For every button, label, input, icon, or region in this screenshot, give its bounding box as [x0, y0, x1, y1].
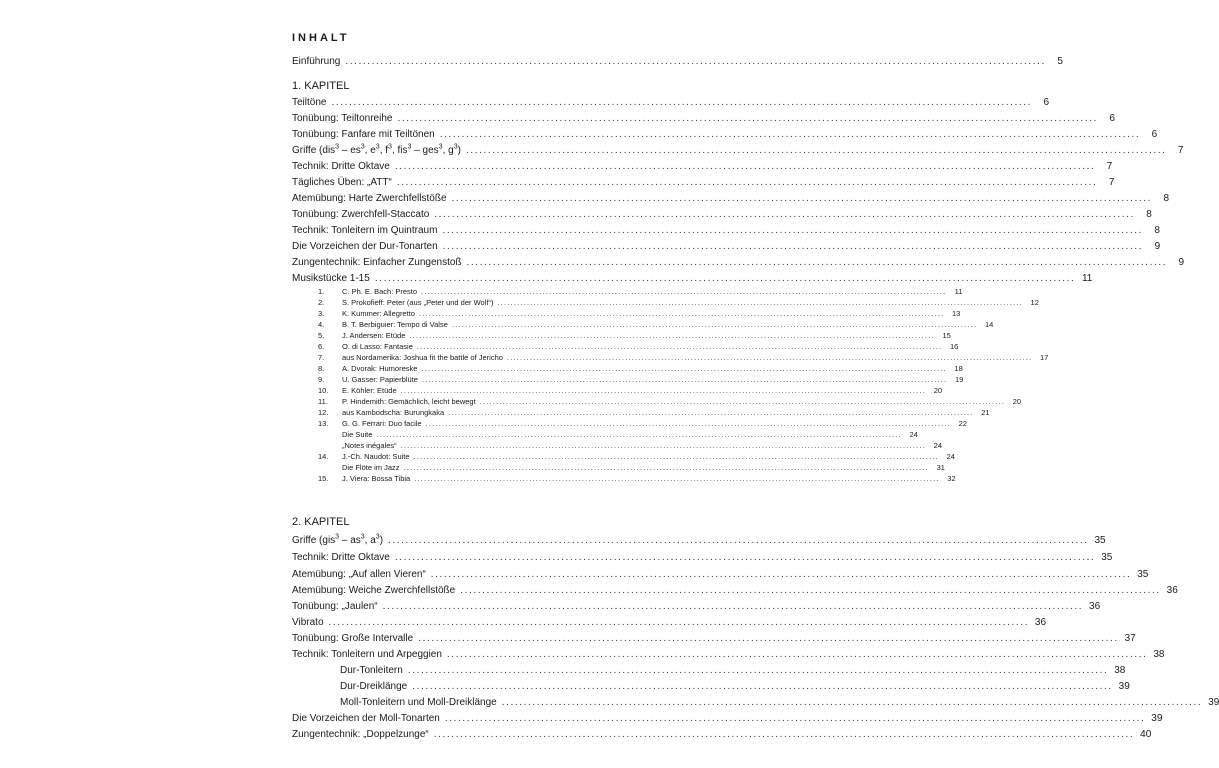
leader-dots: ................................................................................................................................................................	[421, 375, 948, 384]
leader-dots: ................................................................................................................................................................	[388, 535, 1089, 546]
piece-label: A. Dvorak: Humoreske	[342, 364, 418, 373]
toc-entry-griffe	[292, 533, 1106, 549]
piece-page: 24	[909, 430, 918, 439]
toc-entry	[292, 209, 1152, 223]
entry-page: 7	[1108, 177, 1115, 188]
entry-page: 35	[1101, 552, 1113, 563]
piece-entry	[318, 342, 959, 353]
entry-label: Technik: Dritte Oktave	[292, 161, 390, 172]
chapter-2-heading: 2. KAPITEL	[292, 516, 350, 528]
piece-entry	[318, 320, 994, 331]
toc-title: INHALT	[292, 32, 350, 44]
piece-page: 13	[952, 309, 961, 318]
entry-label: Griffe ($dis^3 - es^3$, $e^3$, $f^3$, fis$^3$ – ges$^3$, $g^3$)	[292, 143, 461, 156]
leader-dots: ................................................................................................................................................................	[465, 145, 1167, 156]
entry-page: 36	[1034, 617, 1047, 628]
piece-page: 21	[981, 408, 990, 417]
toc-entry	[292, 633, 1136, 647]
entry-label: Dur-Dreiklänge	[340, 681, 408, 692]
leader-dots: ................................................................................................................................................................	[451, 320, 978, 329]
piece-page: 20	[933, 386, 943, 395]
leader-dots: ................................................................................................................................................................	[396, 177, 1098, 188]
toc-subentry	[292, 665, 1126, 679]
entry-page: 39	[1118, 681, 1130, 692]
entry-label: Technik: Dritte Oktave	[292, 552, 390, 563]
entry-label: Tonübung: Fanfare mit Teiltönen	[292, 129, 435, 140]
piece-page: 20	[1012, 397, 1022, 406]
piece-label: J. Andersen: Etüde	[342, 331, 406, 340]
piece-entry	[318, 298, 1039, 309]
piece-number: 3.	[318, 309, 325, 318]
entry-page: 35	[1094, 535, 1106, 546]
toc-entry	[292, 713, 1163, 727]
piece-number: 10.	[318, 386, 329, 395]
toc-entry	[292, 129, 1158, 143]
leader-dots: ................................................................................................................................................................	[425, 419, 952, 428]
piece-number: 6.	[318, 342, 325, 351]
leader-dots: ................................................................................................................................................................	[416, 342, 943, 351]
toc-entry	[292, 601, 1101, 615]
leader-dots: ................................................................................................................................................................	[394, 552, 1096, 563]
piece-label: „Notes inégales“	[342, 441, 397, 450]
entry-page: 6	[1109, 113, 1115, 124]
toc-entry	[292, 729, 1152, 743]
toc-entry	[292, 241, 1161, 255]
entry-label: Einführung	[292, 56, 341, 67]
piece-entry	[318, 441, 943, 452]
leader-dots: ................................................................................................................................................................	[501, 697, 1203, 708]
leader-dots: ................................................................................................................................................................	[466, 257, 1168, 268]
leader-dots: ................................................................................................................................................................	[331, 97, 1032, 108]
toc-entry-musikstuecke	[292, 273, 1093, 287]
piece-entry	[318, 408, 990, 419]
piece-page: 24	[933, 441, 943, 450]
piece-page: 16	[949, 342, 959, 351]
leader-dots: ................................................................................................................................................................	[414, 474, 940, 483]
toc-entry	[292, 569, 1149, 583]
piece-page: 19	[954, 375, 964, 384]
entry-label: Vibrato	[292, 617, 324, 628]
entry-page: 35	[1137, 569, 1149, 580]
piece-number: 9.	[318, 375, 325, 384]
entry-label: Tonübung: „Jaulen“	[292, 601, 378, 612]
piece-number: 13.	[318, 419, 329, 428]
piece-number: 11.	[318, 397, 328, 406]
entry-page: 37	[1124, 633, 1136, 644]
leader-dots: ................................................................................................................................................................	[394, 161, 1096, 172]
piece-entry	[318, 331, 951, 342]
entry-page: 9	[1178, 257, 1185, 268]
leader-dots: ................................................................................................................................................................	[382, 601, 1084, 612]
toc-entry-griffe	[292, 143, 1184, 159]
leader-dots: ................................................................................................................................................................	[374, 273, 1076, 284]
leader-dots: ................................................................................................................................................................	[403, 463, 929, 472]
leader-dots: ................................................................................................................................................................	[418, 309, 945, 318]
piece-label: P. Hindemith: Gemächlich, leicht bewegt	[342, 397, 476, 406]
toc-entry	[292, 113, 1115, 127]
toc-entry	[292, 97, 1049, 111]
leader-dots: ................................................................................................................................................................	[413, 452, 939, 461]
entry-label: Tonübung: Zwerchfell-Staccato	[292, 209, 430, 220]
leader-dots: ................................................................................................................................................................	[434, 209, 1135, 220]
piece-label: G. G. Ferrari: Duo facile	[342, 419, 422, 428]
piece-page: 12	[1030, 298, 1039, 307]
piece-entry	[318, 364, 963, 375]
leader-dots: ................................................................................................................................................................	[446, 649, 1148, 660]
leader-dots: ................................................................................................................................................................	[479, 397, 1006, 406]
entry-label: Teiltöne	[292, 97, 327, 108]
piece-entry	[318, 463, 945, 474]
piece-page: 15	[942, 331, 951, 340]
piece-label: S. Prokofieff: Peter (aus „Peter und der Wolf“)	[342, 298, 494, 307]
piece-entry	[318, 430, 918, 441]
leader-dots: ................................................................................................................................................................	[430, 569, 1132, 580]
piece-page: 14	[984, 320, 994, 329]
entry-label: Musikstücke 1-15	[292, 273, 370, 284]
entry-label: Technik: Tonleitern und Arpeggien	[292, 649, 442, 660]
entry-label: Griffe ($gis^3 - as^3$, $a^3$)	[292, 533, 384, 546]
leader-dots: ................................................................................................................................................................	[328, 617, 1030, 628]
piece-entry	[318, 397, 1022, 408]
toc-entry	[292, 193, 1170, 207]
leader-dots: ................................................................................................................................................................	[439, 129, 1141, 140]
entry-page: 38	[1153, 649, 1165, 660]
entry-page: 9	[1154, 241, 1161, 252]
entry-label: Moll-Tonleitern und Moll-Dreiklänge	[340, 697, 497, 708]
leader-dots: ................................................................................................................................................................	[376, 430, 902, 439]
leader-dots: ................................................................................................................................................................	[442, 241, 1144, 252]
leader-dots: ................................................................................................................................................................	[409, 331, 935, 340]
toc-entry	[292, 257, 1185, 271]
entry-page: 8	[1163, 193, 1170, 204]
entry-label: Atemübung: „Auf allen Vieren“	[292, 569, 426, 580]
piece-label: B. T. Berbiguier: Tempo di Valse	[342, 320, 448, 329]
piece-entry	[318, 375, 964, 386]
leader-dots: ................................................................................................................................................................	[433, 729, 1135, 740]
entry-page: 39	[1151, 713, 1163, 724]
piece-label: K. Kummer: Allegretto	[342, 309, 415, 318]
toc-entry	[292, 585, 1178, 599]
leader-dots: ................................................................................................................................................................	[451, 193, 1153, 204]
piece-page: 11	[954, 287, 963, 296]
piece-page: 32	[947, 474, 956, 483]
piece-number: 1.	[318, 287, 325, 296]
leader-dots: ................................................................................................................................................................	[400, 441, 927, 450]
toc-entry	[292, 225, 1160, 239]
piece-page: 22	[958, 419, 968, 428]
piece-page: 17	[1039, 353, 1049, 362]
entry-page: 8	[1146, 209, 1152, 220]
toc-entry	[292, 649, 1165, 663]
piece-entry	[318, 419, 968, 430]
piece-number: 8.	[318, 364, 325, 373]
piece-entry	[318, 386, 943, 397]
entry-page: 36	[1089, 601, 1101, 612]
piece-entry	[318, 474, 956, 485]
piece-label: aus Nordamerika: Joshua fit the battle of Jericho	[342, 353, 503, 362]
leader-dots: ................................................................................................................................................................	[442, 225, 1143, 236]
entry-label: Dur-Tonleitern	[340, 665, 403, 676]
piece-label: Die Flöte im Jazz	[342, 463, 400, 472]
entry-page: 6	[1151, 129, 1158, 140]
leader-dots: ................................................................................................................................................................	[444, 713, 1146, 724]
toc-entry	[292, 161, 1113, 175]
leader-dots: ................................................................................................................................................................	[407, 665, 1109, 676]
leader-dots: ................................................................................................................................................................	[497, 298, 1023, 307]
piece-label: U. Gasser: Papierblüte	[342, 375, 418, 384]
entry-page: 40	[1140, 729, 1152, 740]
piece-entry	[318, 287, 963, 298]
piece-number: 7.	[318, 353, 325, 362]
leader-dots: ................................................................................................................................................................	[448, 408, 974, 417]
piece-page: 31	[936, 463, 945, 472]
piece-label: J.-Ch. Naudot: Suite	[342, 452, 410, 461]
toc-entry-intro	[292, 56, 1063, 70]
piece-label: E. Köhler: Etüde	[342, 386, 397, 395]
entry-page: 7	[1177, 145, 1184, 156]
leader-dots: ................................................................................................................................................................	[421, 364, 947, 373]
entry-label: Tonübung: Teiltonreihe	[292, 113, 393, 124]
piece-number: 15.	[318, 474, 329, 483]
piece-number: 2.	[318, 298, 325, 307]
leader-dots: ................................................................................................................................................................	[506, 353, 1033, 362]
toc-subentry	[292, 681, 1130, 695]
piece-entry	[318, 309, 961, 320]
toc-entry	[292, 617, 1047, 631]
entry-label: Tonübung: Große Intervalle	[292, 633, 414, 644]
piece-label: Die Suite	[342, 430, 373, 439]
entry-page: 6	[1043, 97, 1049, 108]
piece-number: 5.	[318, 331, 325, 340]
leader-dots: ................................................................................................................................................................	[421, 287, 947, 296]
piece-label: aus Kambodscha: Burungkaka	[342, 408, 445, 417]
entry-page: 5	[1057, 56, 1063, 67]
leader-dots: ................................................................................................................................................................	[345, 56, 1046, 67]
toc-entry	[292, 177, 1115, 191]
entry-label: Tägliches Üben: „ATT“	[292, 177, 392, 188]
entry-label: Die Vorzeichen der Dur-Tonarten	[292, 241, 438, 252]
entry-page: 11	[1081, 273, 1093, 284]
entry-page: 39	[1208, 697, 1219, 708]
toc-entry	[292, 552, 1113, 566]
leader-dots: ................................................................................................................................................................	[397, 113, 1098, 124]
piece-number: 14.	[318, 452, 329, 461]
toc-subentry	[292, 697, 1219, 711]
piece-page: 24	[946, 452, 955, 461]
piece-page: 18	[954, 364, 963, 373]
chapter-1-heading: 1. KAPITEL	[292, 80, 350, 92]
entry-page: 36	[1166, 585, 1178, 596]
leader-dots: ................................................................................................................................................................	[418, 633, 1119, 644]
leader-dots: ................................................................................................................................................................	[400, 386, 927, 395]
piece-number: 12.	[318, 408, 329, 417]
leader-dots: ................................................................................................................................................................	[412, 681, 1113, 692]
entry-label: Zungentechnik: Einfacher Zungenstoß	[292, 257, 462, 268]
piece-label: C. Ph. E. Bach: Presto	[342, 287, 418, 296]
entry-label: Die Vorzeichen der Moll-Tonarten	[292, 713, 440, 724]
entry-page: 7	[1106, 161, 1113, 172]
leader-dots: ................................................................................................................................................................	[460, 585, 1161, 596]
entry-page: 38	[1114, 665, 1126, 676]
piece-entry	[318, 353, 1049, 364]
piece-label: O. di Lasso: Fantasie	[342, 342, 413, 351]
entry-label: Atemübung: Weiche Zwerchfellstöße	[292, 585, 456, 596]
entry-label: Atemübung: Harte Zwerchfellstöße	[292, 193, 447, 204]
entry-label: Zungentechnik: „Doppelzunge“	[292, 729, 429, 740]
piece-number: 4.	[318, 320, 325, 329]
entry-label: Technik: Tonleitern im Quintraum	[292, 225, 438, 236]
entry-page: 8	[1154, 225, 1160, 236]
piece-entry	[318, 452, 955, 463]
piece-label: J. Viera: Bossa Tibia	[342, 474, 411, 483]
